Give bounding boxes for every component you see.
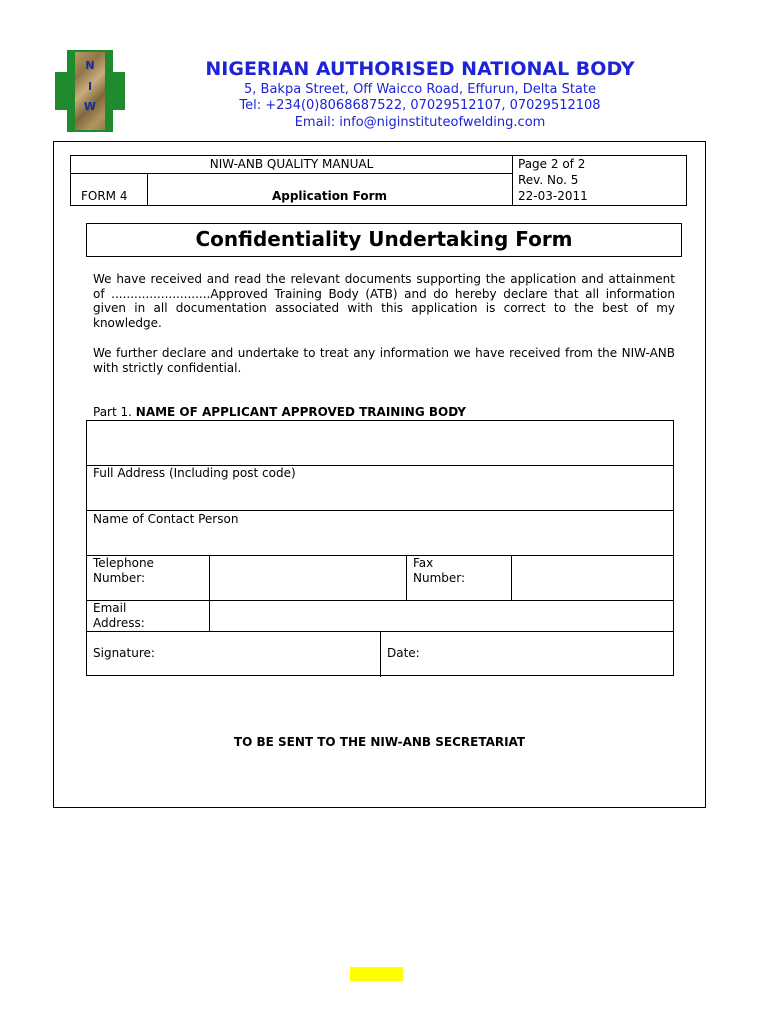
form-title: Confidentiality Undertaking Form: [86, 223, 682, 257]
column-divider: [209, 555, 210, 631]
fax-label: Fax Number:: [413, 556, 466, 585]
submission-note: TO BE SENT TO THE NIW-ANB SECRETARIAT: [233, 735, 526, 749]
header-divider: [71, 173, 512, 174]
organization-address: 5, Bakpa Street, Off Waicco Road, Effurun, Delta State: [244, 82, 596, 97]
header-divider: [512, 156, 513, 205]
applicant-name-field[interactable]: [87, 421, 674, 465]
declaration-paragraph: We have received and read the relevant documents supporting the application and attainment of ..........................Approved Training Body (ATB) and do hereby declare that all information given in all documentation associated with this application is correct to the best of my knowledge.: [93, 272, 675, 330]
column-divider: [406, 555, 407, 600]
revision-date: 22-03-2011: [518, 189, 588, 203]
column-divider: [380, 631, 381, 677]
part-title: NAME OF APPLICANT APPROVED TRAINING BODY: [135, 405, 466, 419]
telephone-label: Telephone Number:: [93, 556, 154, 585]
contact-person-label: Name of Contact Person: [93, 512, 239, 526]
revision-number: Rev. No. 5: [518, 173, 579, 187]
applicant-form-table: [86, 420, 674, 676]
document-header-table: [70, 155, 687, 206]
email-label: Email Address:: [93, 601, 145, 630]
column-divider: [511, 555, 512, 600]
part-prefix: Part 1.: [93, 405, 132, 419]
organization-name: NIGERIAN AUTHORISED NATIONAL BODY: [205, 58, 635, 80]
date-label: Date:: [387, 646, 420, 660]
logo-letter-n: N: [85, 59, 95, 72]
yellow-highlight: [350, 967, 403, 981]
logo-letter-w: W: [83, 100, 97, 113]
row-divider: [87, 600, 673, 601]
undertaking-paragraph: We further declare and undertake to treat any information we have received from the NIW-ANB with strictly confidential.: [93, 346, 675, 375]
page-number: Page 2 of 2: [518, 157, 586, 171]
part-heading: [93, 405, 466, 419]
organization-telephone: Tel: +234(0)8068687522, 07029512107, 07029512108: [239, 98, 601, 113]
niw-logo: [55, 50, 125, 132]
form-number: FORM 4: [81, 189, 128, 203]
manual-title: NIW-ANB QUALITY MANUAL: [209, 157, 374, 171]
signature-label: Signature:: [93, 646, 155, 660]
row-divider: [87, 510, 673, 511]
logo-letter-i: I: [87, 80, 93, 93]
form-name: Application Form: [271, 189, 388, 203]
full-address-label: Full Address (Including post code): [93, 466, 296, 480]
organization-email: Email: info@niginstituteofwelding.com: [294, 115, 546, 130]
